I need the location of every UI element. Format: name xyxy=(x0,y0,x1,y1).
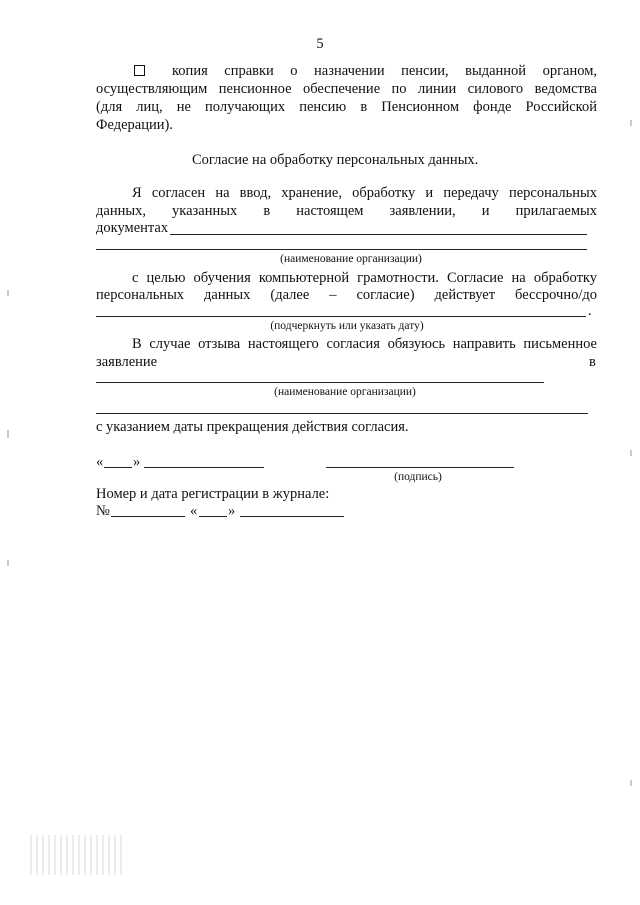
registration-date-close-quote: » xyxy=(228,503,236,519)
item-line-2: осуществляющим пенсионное обеспечение по линии силового ведомства xyxy=(96,81,597,97)
checkbox[interactable] xyxy=(134,65,145,76)
sign-day-field[interactable] xyxy=(104,467,132,468)
item-line-3: (для лиц, не получающих пенсию в Пенсионном фонде Российской xyxy=(96,99,597,115)
org-field-line-4[interactable] xyxy=(96,413,588,414)
registration-day-field[interactable] xyxy=(199,516,227,517)
sign-month-year-field[interactable] xyxy=(144,467,264,468)
consent-title: Согласие на обработку персональных данных. xyxy=(192,152,479,168)
date-field-line[interactable] xyxy=(96,316,586,317)
registration-month-year-field[interactable] xyxy=(240,516,344,517)
caption-date: (подчеркнуть или указать дату) xyxy=(270,320,424,332)
consent-p3-line-2-end: в xyxy=(589,354,596,370)
org-field-line-2[interactable] xyxy=(96,249,587,250)
scan-speck xyxy=(630,780,632,786)
registration-label: Номер и дата регистрации в журнале: xyxy=(96,486,330,502)
registration-number-sign: № xyxy=(96,503,110,519)
scan-speck xyxy=(7,560,9,566)
caption-org-2: (наименование организации) xyxy=(274,386,416,398)
org-field-line-1[interactable] xyxy=(170,234,587,235)
date-field-period: . xyxy=(588,303,592,319)
consent-p1-line-3: документах xyxy=(96,220,169,236)
caption-signature: (подпись) xyxy=(394,471,442,483)
consent-p1-line-2: данных, указанных в настоящем заявлении, и прилагаемых xyxy=(96,203,597,219)
org-field-line-3[interactable] xyxy=(96,382,544,383)
consent-p1-line-1: Я согласен на ввод, хранение, обработку и передачу персональных xyxy=(132,185,597,201)
item-line-4: Федерации). xyxy=(96,117,173,133)
caption-org-1: (наименование организации) xyxy=(280,253,422,265)
page-number: 5 xyxy=(316,36,324,52)
consent-p4: с указанием даты прекращения действия согласия. xyxy=(96,419,409,435)
consent-p3-line-2: заявление xyxy=(96,354,158,370)
consent-p3-line-1: В случае отзыва настоящего согласия обязуюсь направить письменное xyxy=(132,336,597,352)
registration-date-open-quote: « xyxy=(190,503,198,519)
scan-speck xyxy=(7,290,9,296)
scan-speck xyxy=(630,450,632,456)
signature-field[interactable] xyxy=(326,467,514,468)
registration-number-field[interactable] xyxy=(111,516,185,517)
item-line-1: копия справки о назначении пенсии, выданной органом, xyxy=(172,63,597,79)
consent-p2-line-2: персональных данных (далее – согласие) действует бессрочно/до xyxy=(96,287,597,303)
sign-date-close-quote: » xyxy=(133,454,141,470)
sign-date-open-quote: « xyxy=(96,454,104,470)
scan-speck xyxy=(630,120,632,126)
scan-speck xyxy=(7,430,9,438)
consent-p2-line-1: с целью обучения компьютерной грамотности. Согласие на обработку xyxy=(132,270,597,286)
scan-stamp-residue xyxy=(30,835,125,875)
